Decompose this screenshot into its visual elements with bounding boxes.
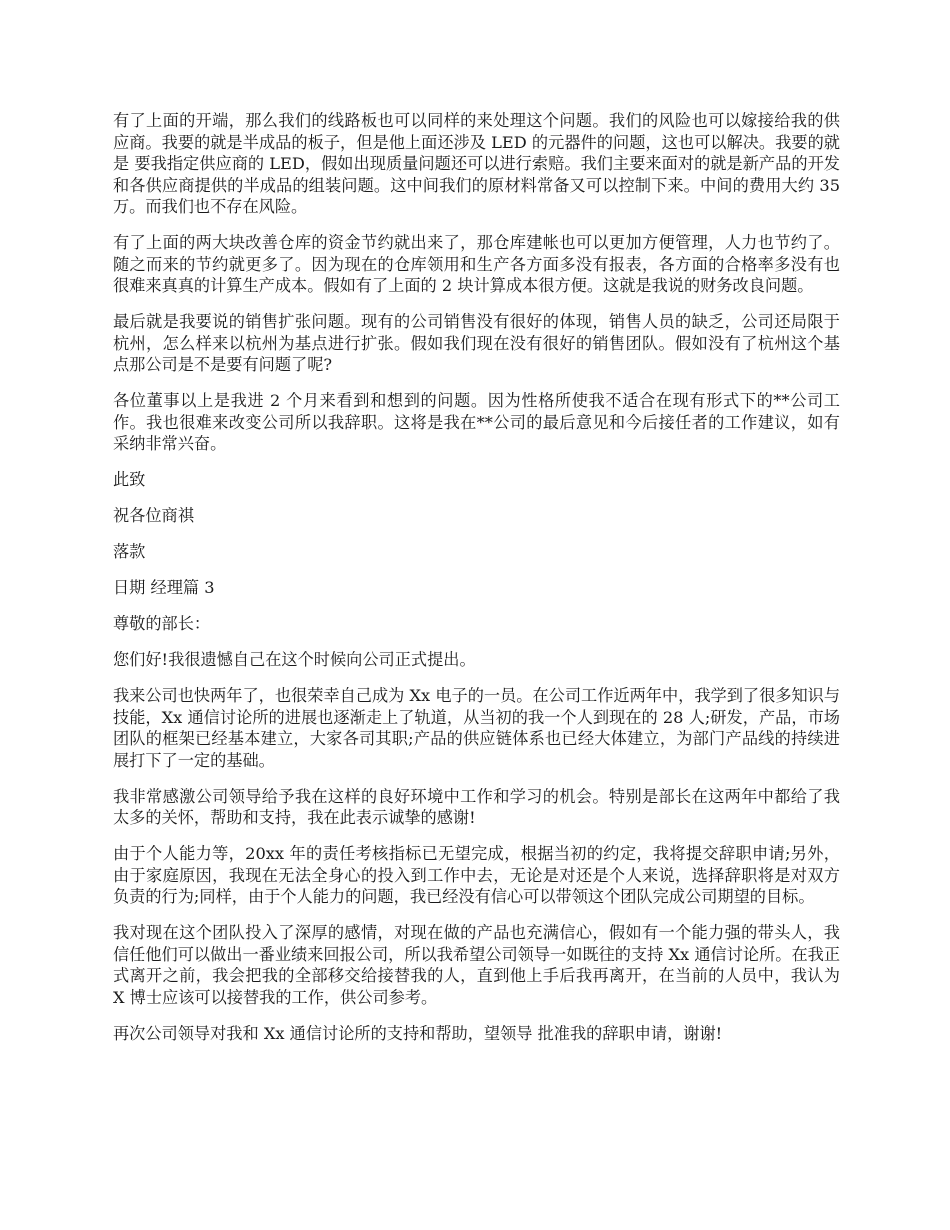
paragraph-company-history: 我来公司也快两年了，也很荣幸自己成为 Xx 电子的一员。在公司工作近两年中，我学到了很多知识与技能，Xx 通信讨论所的进展也逐渐走上了轨道，从当初的我一个人到现在的 28 人;研发，产品，市场团队的框架已经基本建立，大家各司其职;产品的供应链体系也已经大体建立，为部门产品线的持续进展打下了一定的基础。 (113, 686, 841, 770)
closing-salutation: 此致 (113, 470, 146, 489)
paragraph-resignation-cause: 由于个人能力等，20xx 年的责任考核指标已无望完成，根据当初的约定，我将提交辞职申请;另外，由于家庭原因，我现在无法全身心的投入到工作中去，无论是对还是个人来说，选择辞职将是对双方负责的行为;同样，由于个人能力的问题，我已经没有信心可以带领这个团队完成公司期望的目标。 (113, 844, 840, 906)
paragraph-sales-expansion: 最后就是我要说的销售扩张问题。现有的公司销售没有很好的体现，销售人员的缺乏，公司还局限于杭州，怎么样来以杭州为基点进行扩张。假如我们现在没有很好的销售团队。假如没有了杭州这个基点那公司是不是要有问题了呢? (113, 312, 840, 374)
paragraph-closing-request: 再次公司领导对我和 Xx 通信讨论所的支持和帮助，望领导 批准我的辞职申请，谢谢! (113, 1023, 723, 1043)
document-body (113, 110, 840, 1059)
paragraph-risk-transfer: 有了上面的开端，那么我们的线路板也可以同样的来处理这个问题。我们的风险也可以嫁接给我的供应商。我要的就是半成品的板子，但是他上面还涉及 LED 的元器件的问题，这也可以解决。我要的就是 要我指定供应商的 LED，假如出现质量问题还可以进行索赔。我们主要来面对的就是新产品的开发和各供应商提供的半成品的组装问题。这中间我们的原材料常备又可以控制下来。中间的费用大约 35 万。而我们也不存在风险。 (113, 111, 840, 216)
paragraph-gratitude: 我非常感激公司领导给予我在这样的良好环境中工作和学习的机会。特别是部长在这两年中都给了我太多的关怀，帮助和支持，我在此表示诚挚的感谢! (113, 786, 840, 827)
paragraph-handover: 我对现在这个团队投入了深厚的感情，对现在做的产品也充满信心，假如有一个能力强的带头人，我信任他们可以做出一番业绩来回报公司，所以我希望公司领导一如既往的支持 Xx 通信讨论所。在我正式离开之前，我会把我的全部移交给接替我的人，直到他上手后我再离开，在当前的人员中，我认为 X 博士应该可以接替我的工作，供公司参考。 (113, 923, 841, 1007)
paragraph-financial-improvement: 有了上面的两大块改善仓库的资金节约就出来了，那仓库建帐也可以更加方便管理，人力也节约了。随之而来的节约就更多了。因为现在的仓库领用和生产各方面多没有报表，各方面的合格率多没有也很难来真真的计算生产成本。假如有了上面的 2 块计算成本很方便。这就是我说的财务改良问题。 (113, 233, 840, 295)
date-section-heading: 日期 经理篇 3 (113, 578, 215, 597)
letter-opening: 您们好!我很遗憾自己在这个时候向公司正式提出。 (113, 650, 476, 669)
closing-wishes: 祝各位商祺 (113, 506, 194, 525)
paragraph-resignation-reason: 各位董事以上是我进 2 个月来看到和想到的问题。因为性格所使我不适合在现有形式下的**公司工作。我也很难来改变公司所以我辞职。这将是我在**公司的最后意见和今后接任者的工作建议，如有采纳非常兴奋。 (113, 391, 840, 453)
letter-greeting: 尊敬的部长： (113, 614, 211, 633)
signature-label: 落款 (113, 542, 146, 561)
